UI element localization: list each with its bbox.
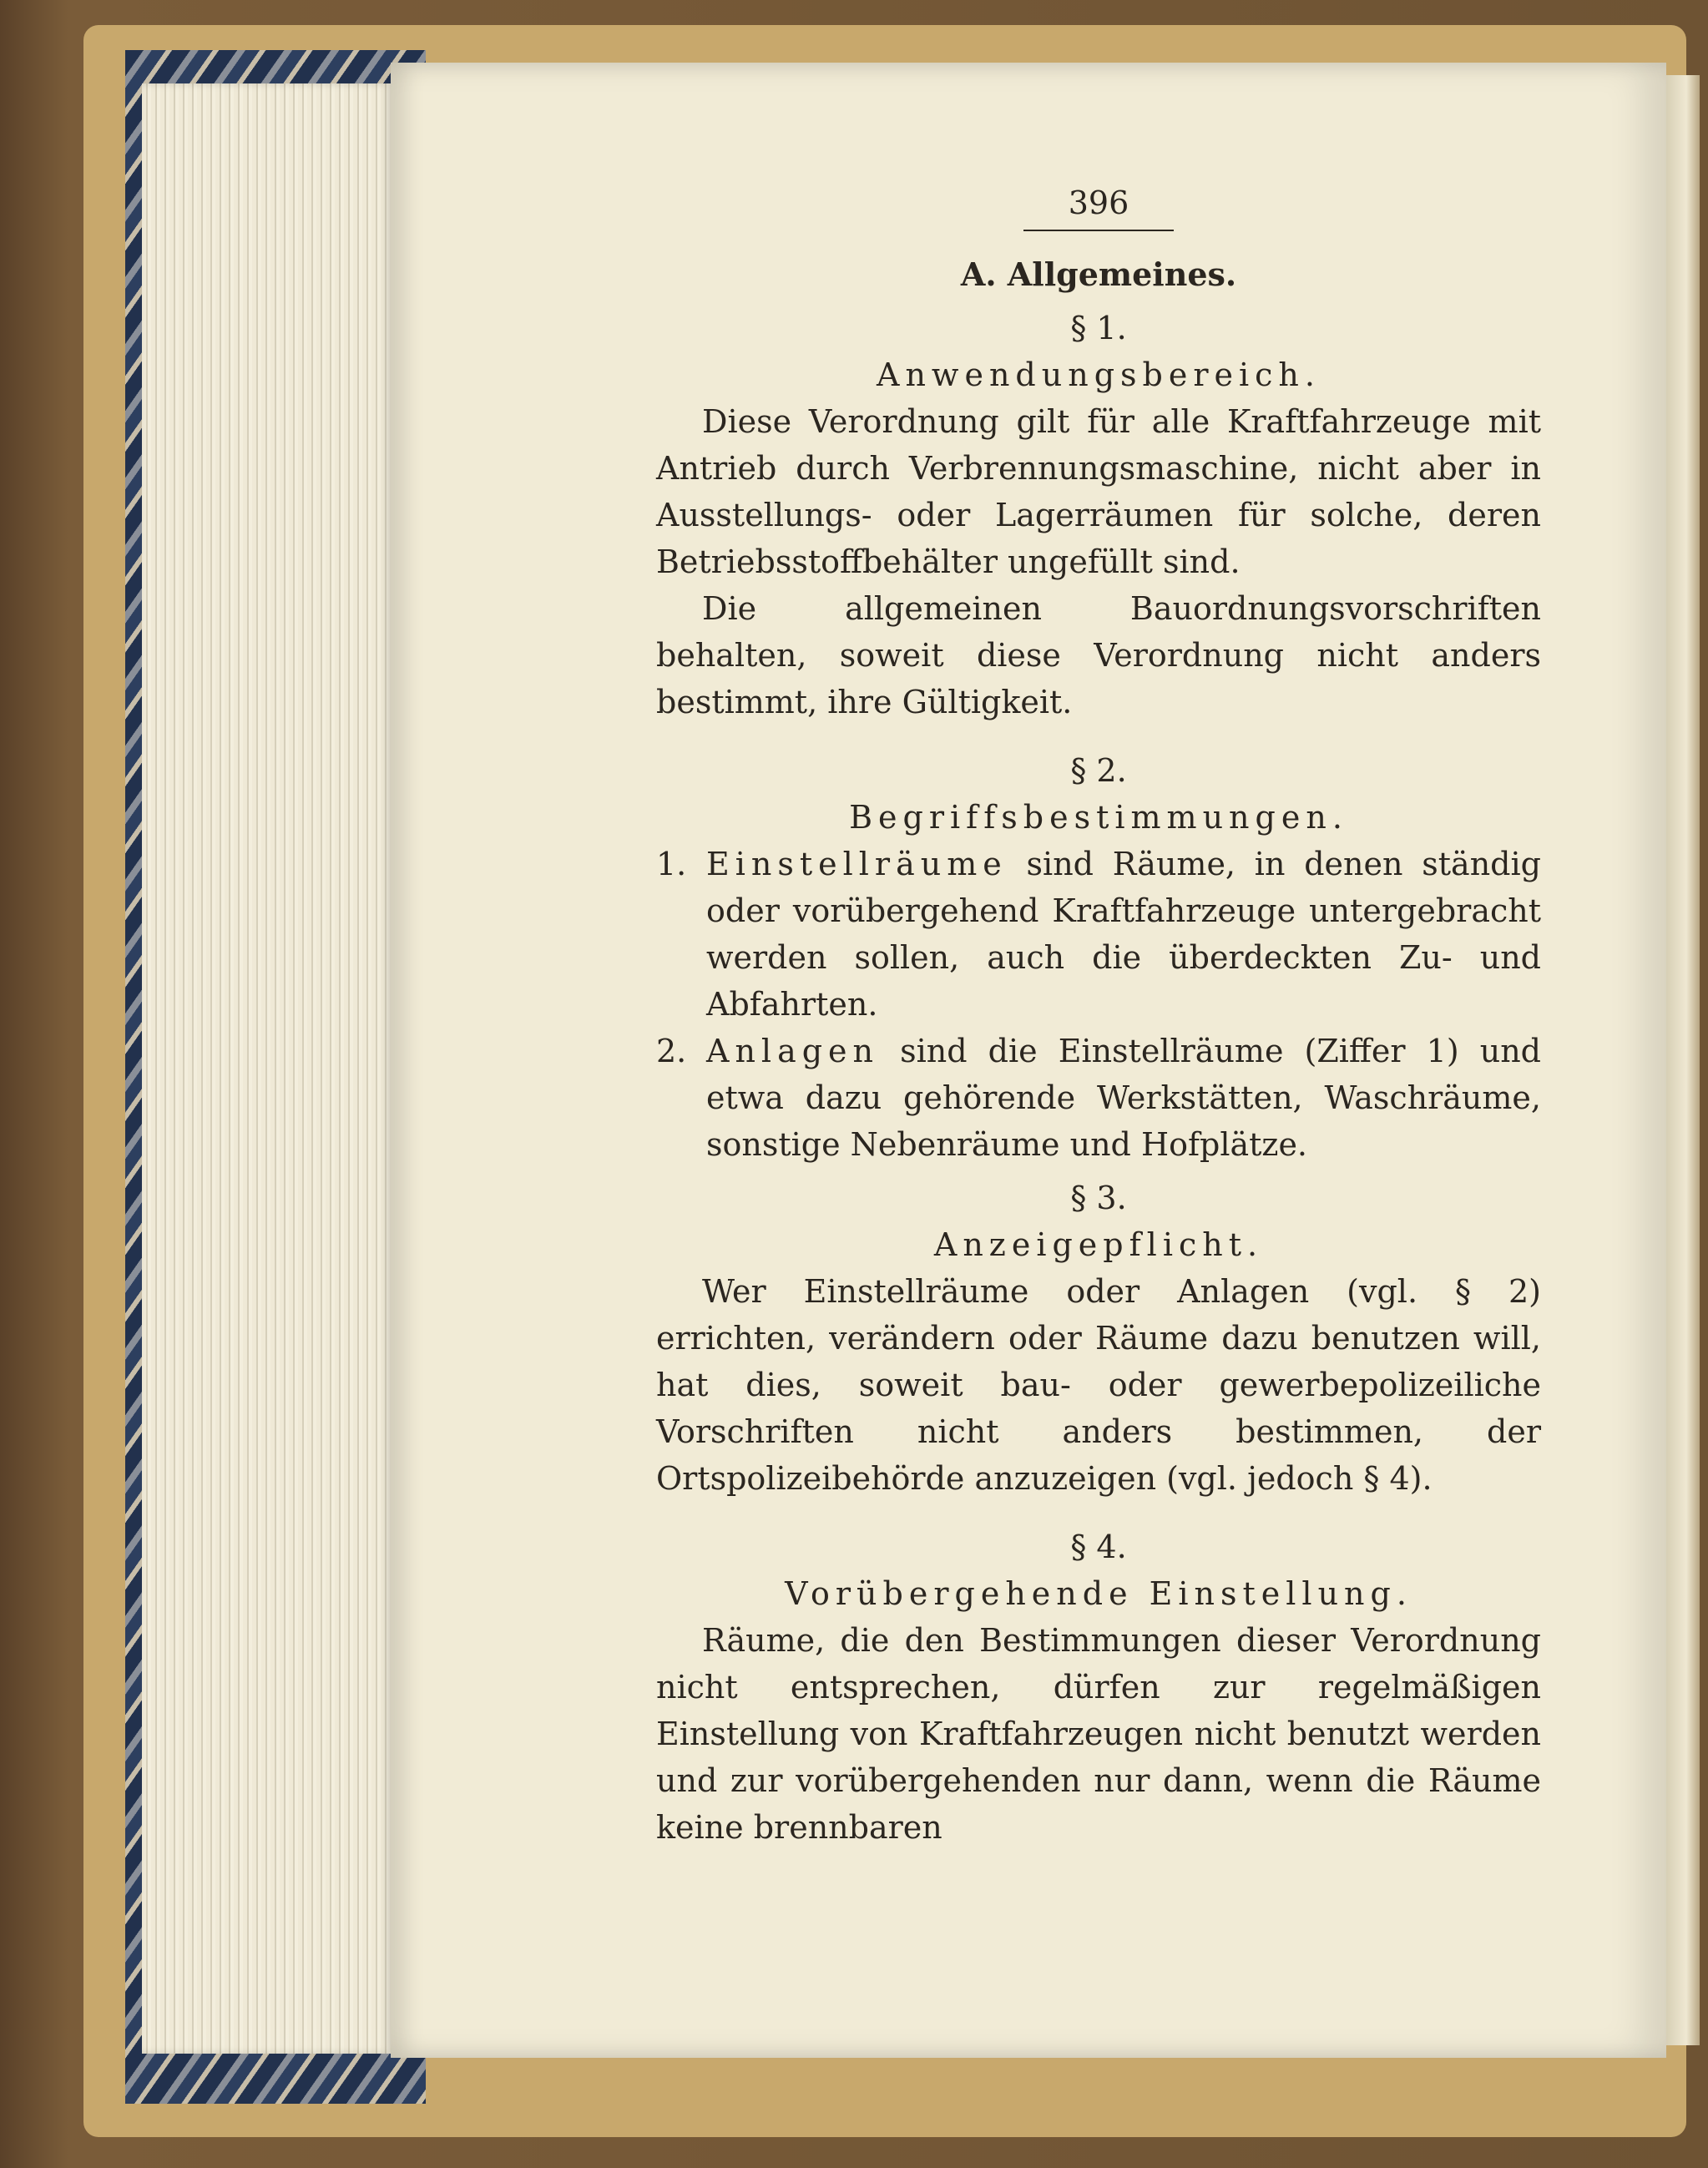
definition-list xyxy=(656,841,1541,1168)
defined-term: Einstellräume xyxy=(706,846,1008,882)
list-item xyxy=(656,1028,1541,1168)
paragraph: Räume, die den Bestimmungen dieser Verordnung nicht entsprechen, dürfen zur regelmäßigen Einstellung von Kraftfahrzeugen nicht benutzt werden und zur vorübergehenden nur dann, wenn die Räume keine brennbaren xyxy=(656,1622,1541,1846)
section-title: Begriffsbestimmungen. xyxy=(849,799,1348,836)
paragraph: Die allgemeinen Bauordnungsvorschriften behalten, soweit diese Verordnung nicht anders bestimmt, ihre Gültigkeit. xyxy=(656,590,1541,720)
defined-term: Anlagen xyxy=(706,1033,880,1069)
book-page xyxy=(391,63,1666,2058)
definition-text: sind die Einstellräume (Ziffer 1) und etwa dazu gehörende Werkstätten, Waschräume, sonstige Nebenräume und Hofplätze. xyxy=(706,1033,1541,1163)
page-number: 396 xyxy=(1023,179,1174,231)
list-item xyxy=(656,841,1541,1028)
section-number: § 3. xyxy=(1070,1180,1127,1216)
section-number: § 2. xyxy=(1070,752,1127,789)
list-item-number: 1. xyxy=(656,846,687,882)
page-content xyxy=(656,179,1541,1851)
definition-text: sind Räume, in denen ständig oder vorübergehend Kraftfahrzeuge untergebracht werden sollen, auch die überdeckten Zu- und Abfahrten. xyxy=(706,846,1541,1023)
section-title: Anwendungsbereich. xyxy=(877,356,1321,393)
section-title: Vorübergehende Einstellung. xyxy=(785,1575,1412,1612)
facing-page-edge xyxy=(1666,75,1700,2045)
list-item-number: 2. xyxy=(656,1033,687,1069)
page-edges xyxy=(142,83,392,2054)
paragraph: Wer Einstellräume oder Anlagen (vgl. § 2) errichten, verändern oder Räume dazu benutzen will, hat dies, soweit bau- oder gewerbepolizeiliche Vorschriften nicht anders bestimmen, der Ortspolizeibehörde anzuzeigen (vgl. jedoch § 4). xyxy=(656,1273,1541,1497)
part-heading: A. Allgemeines. xyxy=(960,255,1237,293)
paragraph: Diese Verordnung gilt für alle Kraftfahrzeuge mit Antrieb durch Verbrennungsmaschine, nicht aber in Ausstellungs- oder Lagerräumen für solche, deren Betriebsstoffbehälter ungefüllt sind. xyxy=(656,403,1541,580)
section-number: § 4. xyxy=(1070,1529,1127,1565)
section-number: § 1. xyxy=(1070,310,1127,346)
section-title: Anzeigepflicht. xyxy=(933,1226,1264,1263)
